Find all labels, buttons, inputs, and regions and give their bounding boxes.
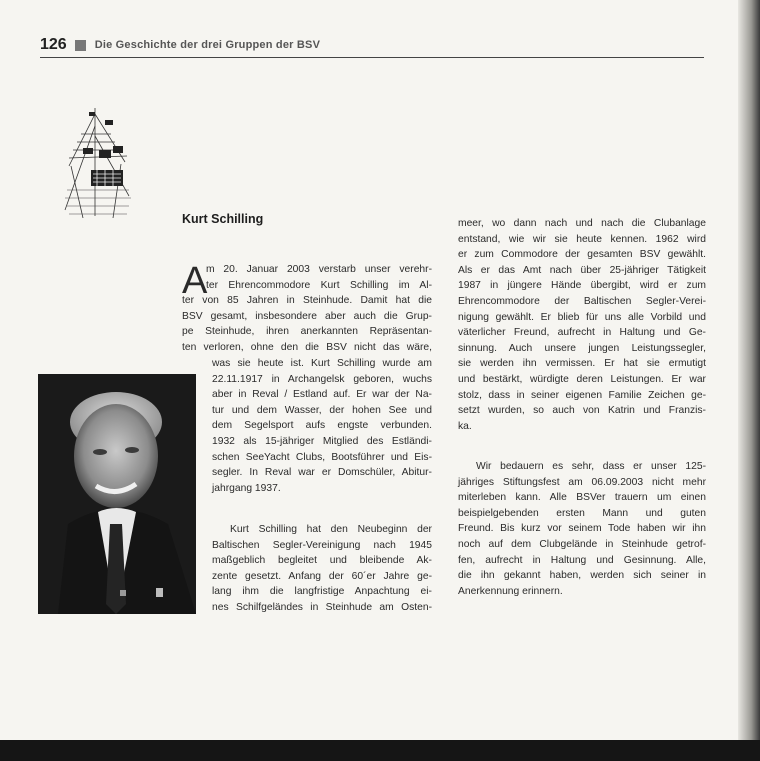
column-1-wrap	[212, 356, 432, 496]
portrait-figure	[38, 374, 196, 614]
portrait-photo	[38, 374, 196, 614]
column-2-paragraph-1	[458, 216, 706, 434]
column-1-intro	[182, 262, 432, 356]
text-line: pe Steinhude, ihren anerkannten Repräsentan-	[182, 326, 432, 338]
text-line: lang ihm die langfristige Anpachtung ei-	[212, 586, 432, 598]
text-line: jähriges Stiftungsfest am 06.09.2003 nicht mehr	[458, 476, 706, 488]
text-line: Freund. Bis kurz vor seinem Tode haben wir ihn	[458, 523, 706, 535]
text-line: die ihn gekannt haben, werden sich seiner in	[458, 570, 706, 582]
text-line: jahrgang 1937.	[212, 482, 281, 494]
text-line: väterlicher Freund, aufrecht in Haltung und Ge-	[458, 327, 706, 339]
book-spine-shadow	[738, 0, 760, 740]
text-line: Als er das Amt nach über 25-jähriger Tätigkeit	[458, 264, 706, 276]
text-line: nes Schilfgeländes in Steinhude am Osten-	[212, 601, 432, 613]
text-line: 1932 als 15-jähriger Mitglied des Estländi-	[212, 435, 432, 447]
text-line: nigung gewählt. Er blieb für uns alle Vorbild und	[458, 311, 706, 323]
text-line: Ehrencommodore der Baltischen Segler-Verei-	[458, 295, 706, 307]
article-heading: Kurt Schilling	[182, 212, 264, 226]
text-line: setzt wurden, so auch von Katrin und Franzis-	[458, 405, 706, 417]
text-line: Kurt Schilling hat den Neubeginn der	[230, 524, 432, 535]
text-line: was sie heute ist. Kurt Schilling wurde am	[212, 358, 432, 369]
page-header	[40, 33, 704, 58]
text-line: ka.	[458, 420, 472, 432]
text-line: miterleben kann. Alle BSVer trauern um einen	[458, 492, 706, 504]
text-line: er zum Commodore der gesamten BSV gewählt.	[458, 249, 706, 261]
text-line: beispielgebenden ersten Mann und guten	[458, 507, 706, 519]
text-line: sinnung. Auch unsere jungen Leistungssegler,	[458, 342, 706, 354]
text-line: meer, wo dann nach und nach die Clubanlage	[458, 218, 706, 229]
text-line: Wir bedauern es sehr, dass er unser 125-	[476, 461, 706, 472]
text-line: m 20. Januar 2003 verstarb unser verehr-	[206, 264, 432, 275]
text-line: fen, aufrecht in Haltung und Gesinnung. Alle,	[458, 554, 706, 566]
column-1-paragraph-2	[212, 522, 432, 616]
text-line: tur und dem Wasser, der hohen See und	[212, 404, 432, 416]
text-line: dem Segelsport aufs engste verbunden.	[212, 420, 432, 432]
column-2-paragraph-2	[458, 459, 706, 599]
page-number: 126	[40, 36, 67, 53]
text-line: Anerkennung erinnern.	[458, 585, 563, 597]
text-line: 1987 in jüngere Hände übergibt, wird er zum	[458, 280, 706, 292]
bottom-edge	[0, 740, 760, 761]
text-line: schen SeeYacht Clubs, Bootsführer und Eis-	[212, 451, 432, 463]
text-line: ter Ehrencommodore Kurt Schilling im Al-	[206, 279, 432, 291]
text-line: segler. In Reval war er Domschüler, Abitur-	[212, 467, 432, 479]
text-line: Baltischen Segler-Vereinigung nach 1945	[212, 539, 432, 551]
ship-rigging-icon	[63, 106, 133, 218]
text-line: ten verloren, ohne den die BSV nicht das wäre,	[182, 341, 432, 353]
text-line: 22.11.1917 in Archangelsk geboren, wuchs	[212, 373, 432, 385]
drop-cap: A	[182, 260, 208, 302]
text-line: stolz, dass in seiner eigenen Familie Zeichen ge-	[458, 389, 706, 401]
header-square-icon	[75, 40, 86, 51]
text-line: sie werden ihn vermissen. Er hat sie ermutigt	[458, 358, 706, 370]
text-line: BSV gesamt, insbesondere aber auch die Grup-	[182, 310, 432, 322]
text-line: zente gesetzt. Anfang der 60´er Jahre ge-	[212, 570, 432, 582]
text-line: ter von 85 Jahren in Steinhude. Damit hat die	[182, 295, 432, 307]
text-line: aber in Reval / Estland auf. Er war der Na-	[212, 389, 432, 401]
running-title: Die Geschichte der drei Gruppen der BSV	[94, 39, 321, 51]
text-line: entstand, wie wir sie heute kennen. 1962 wird	[458, 233, 706, 245]
text-line: und bestärkt, würdigte deren Leistungen. Er war	[458, 373, 706, 385]
text-line: maßgeblich begleitet und bleibende Ak-	[212, 555, 432, 567]
text-line: noch auf dem Clubgelände in Steinhude getrof-	[458, 538, 706, 550]
